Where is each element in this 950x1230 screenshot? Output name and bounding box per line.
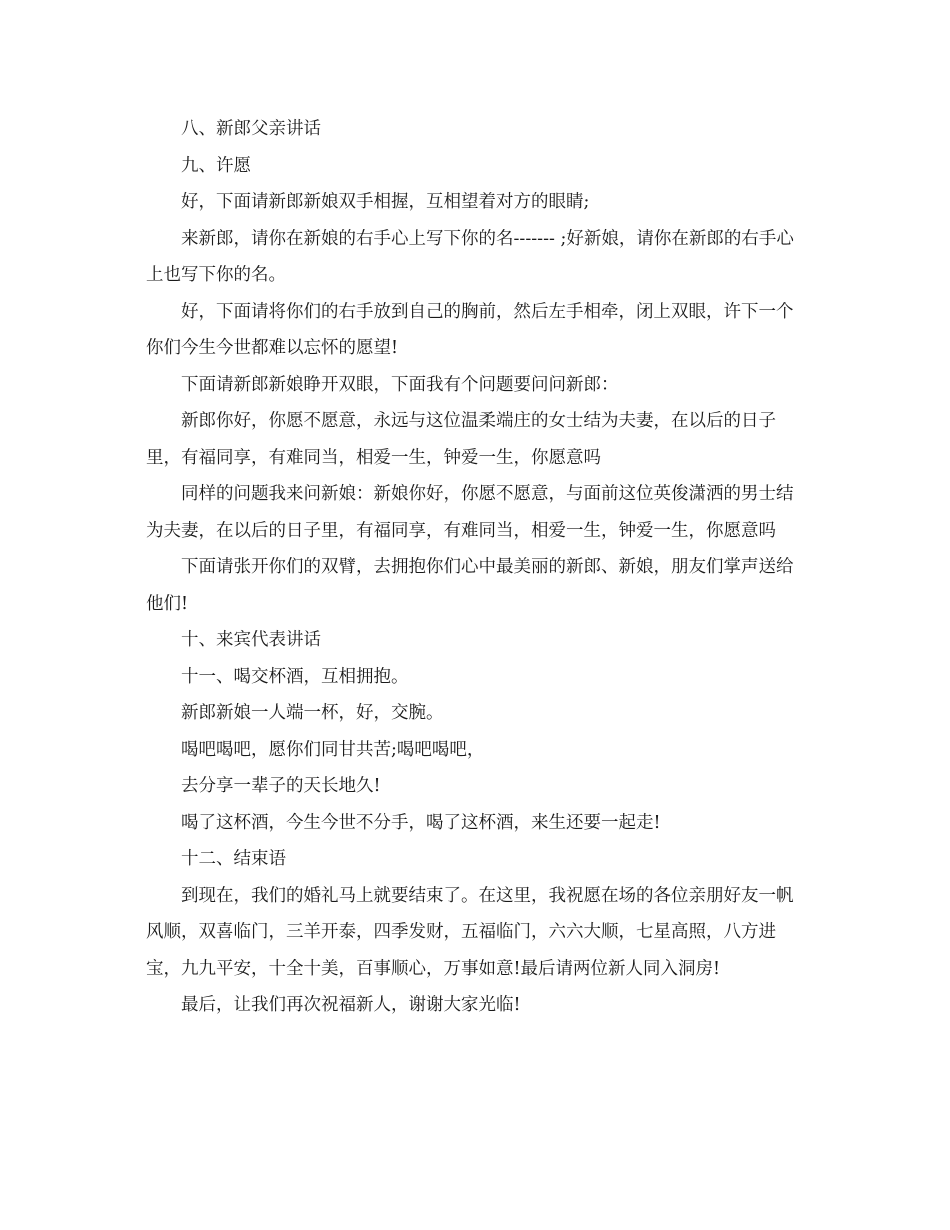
heading-cross-cup-wine: 十一、喝交杯酒，互相拥抱。 bbox=[181, 666, 409, 687]
paragraph-blessings: 到现在，我们的婚礼马上就要结束了。在这里，我祝愿在场的各位亲朋好友一帆风顺，双喜临门，三羊开泰，四季发财，五福临门，六六大顺，七星高照，八方进宝，九九平安，十全十美，百事顺心，万事如意!最后请两位新人同入洞房! bbox=[146, 885, 794, 979]
paragraph-open-eyes: 下面请新郎新娘睁开双眼，下面我有个问题要问问新郎： bbox=[181, 374, 619, 395]
paragraph-make-wish: 好，下面请将你们的右手放到自己的胸前，然后左手相牵，闭上双眼，许下一个你们今生今世都难以忘怀的愿望! bbox=[146, 301, 794, 358]
paragraph-hold-hands: 好，下面请新郎新娘双手相握，互相望着对方的眼睛; bbox=[181, 192, 590, 212]
paragraph-drink-line-2: 去分享一辈子的天长地久! bbox=[181, 776, 381, 796]
heading-closing-remarks: 十二、结束语 bbox=[181, 849, 286, 869]
heading-guest-speech: 十、来宾代表讲话 bbox=[181, 630, 321, 650]
paragraph-drink-line-3: 喝了这杯酒，今生今世不分手，喝了这杯酒，来生还要一起走! bbox=[181, 812, 661, 833]
paragraph-thanks: 最后，让我们再次祝福新人，谢谢大家光临! bbox=[181, 995, 521, 1015]
paragraph-raise-cups: 新郎新娘一人端一杯，好，交腕。 bbox=[181, 703, 444, 723]
paragraph-drink-line-1: 喝吧喝吧，愿你们同甘共苦;喝吧喝吧， bbox=[181, 739, 485, 760]
heading-make-wish: 九、许愿 bbox=[181, 155, 251, 176]
document-body bbox=[146, 111, 804, 1024]
paragraph-ask-bride: 同样的问题我来问新娘：新娘你好，你愿不愿意，与面前这位英俊潇洒的男士结为夫妻，在以后的日子里，有福同享，有难同当，相爱一生，钟爱一生，你愿意吗 bbox=[146, 484, 794, 541]
paragraph-ask-groom: 新郎你好，你愿不愿意，永远与这位温柔端庄的女士结为夫妻，在以后的日子里，有福同享，有难同当，相爱一生，钟爱一生，你愿意吗 bbox=[146, 411, 776, 468]
heading-groom-father-speech: 八、新郎父亲讲话 bbox=[181, 119, 321, 139]
paragraph-embrace: 下面请张开你们的双臂，去拥抱你们心中最美丽的新郎、新娘，朋友们掌声送给他们! bbox=[146, 557, 794, 614]
paragraph-write-name: 来新郎，请你在新娘的右手心上写下你的名------- ;好新娘，请你在新郎的右手心上也写下你的名。 bbox=[146, 228, 794, 285]
